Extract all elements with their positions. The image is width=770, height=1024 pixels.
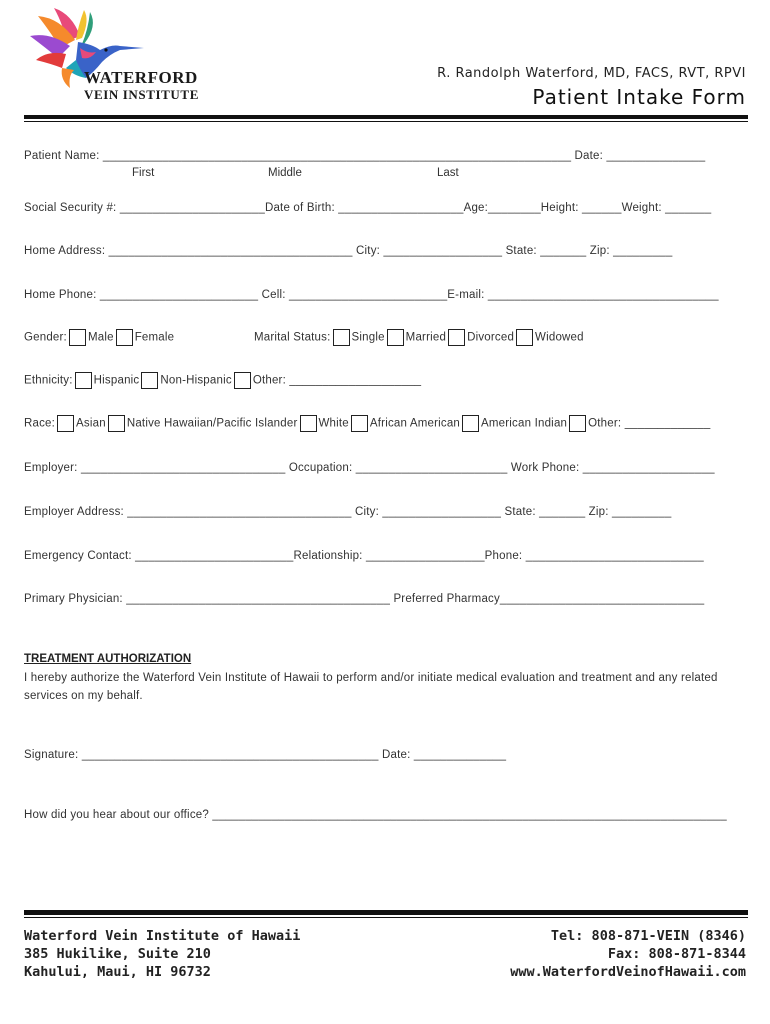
marital-widowed-checkbox[interactable] — [516, 329, 533, 346]
employer-address-row[interactable]: Employer Address: __________________________________ City: __________________ State: _______ Zip: _________ — [24, 506, 672, 518]
race-american-indian-checkbox[interactable] — [462, 415, 479, 432]
referral-row[interactable]: How did you hear about our office? ______________________________________________________________________________ — [24, 809, 727, 821]
doctor-credentials: R. Randolph Waterford, MD, FACS, RVT, RPVI — [437, 66, 746, 81]
ethnicity-label: Ethnicity: — [24, 374, 73, 387]
ssn-dob-row[interactable]: Social Security #: ______________________Date of Birth: ___________________Age:________Height: ______Weight: _______ — [24, 202, 712, 214]
header-rule-thin — [24, 121, 748, 122]
home-address-row[interactable]: Home Address: _____________________________________ City: __________________ State: _______ Zip: _________ — [24, 245, 673, 257]
phone-row[interactable]: Home Phone: ________________________ Cell: ________________________E-mail: ___________________________________ — [24, 289, 719, 301]
gender-label: Gender: — [24, 331, 67, 344]
physician-row[interactable]: Primary Physician: ________________________________________ Preferred Pharmacy_______________________________ — [24, 593, 705, 605]
employer-row[interactable]: Employer: _______________________________ Occupation: _______________________ Work Phone: ____________________ — [24, 462, 715, 474]
marital-single-checkbox[interactable] — [333, 329, 350, 346]
marital-single-label: Single — [351, 331, 385, 344]
race-african-american-checkbox[interactable] — [351, 415, 368, 432]
signature-row[interactable]: Signature: _____________________________________________ Date: ______________ — [24, 749, 507, 761]
gender-male-checkbox[interactable] — [69, 329, 86, 346]
marital-widowed-label: Widowed — [535, 331, 584, 344]
authorization-heading: TREATMENT AUTHORIZATION — [24, 653, 192, 665]
authorization-text: I hereby authorize the Waterford Vein Institute of Hawaii to perform and/or initiate medical evaluation and treatment and any related services on my behalf. — [24, 672, 718, 702]
gender-female-label: Female — [134, 331, 175, 344]
marital-married-checkbox[interactable] — [387, 329, 404, 346]
footer-contact — [510, 927, 746, 981]
race-asian-checkbox[interactable] — [57, 415, 74, 432]
ethnicity-hispanic-checkbox[interactable] — [75, 372, 92, 389]
marital-label: Marital Status: — [254, 331, 331, 344]
page-title: Patient Intake Form — [532, 85, 746, 109]
race-row — [24, 415, 710, 432]
logo-wordmark: WATERFORD — [84, 68, 198, 87]
name-last-label: Last — [437, 167, 459, 179]
name-middle-label: Middle — [268, 167, 302, 179]
ethnicity-row — [24, 372, 421, 389]
race-other-field[interactable]: Other: _____________ — [588, 417, 711, 430]
gender-male-label: Male — [87, 331, 114, 344]
footer-street: 385 Hukilike, Suite 210 — [24, 946, 211, 962]
gender-row — [24, 329, 174, 346]
footer-city: Kahului, Maui, HI 96732 — [24, 964, 211, 980]
footer-rule-thin — [24, 917, 748, 918]
header-rule — [24, 115, 748, 119]
footer-fax: Fax: 808-871-8344 — [607, 946, 746, 962]
race-african-american-label: African American — [369, 417, 461, 430]
footer-tel: Tel: 808-871-VEIN (8346) — [550, 928, 746, 944]
marital-divorced-checkbox[interactable] — [448, 329, 465, 346]
footer-website[interactable]: www.WaterfordVeinofHawaii.com — [510, 964, 746, 980]
marital-row — [254, 329, 584, 346]
emergency-contact-row[interactable]: Emergency Contact: ________________________Relationship: __________________Phone: ___________________________ — [24, 550, 704, 562]
ethnicity-non-hispanic-checkbox[interactable] — [141, 372, 158, 389]
race-label: Race: — [24, 417, 56, 430]
footer-address — [24, 927, 300, 981]
ethnicity-non-hispanic-label: Non-Hispanic — [160, 374, 232, 387]
gender-female-checkbox[interactable] — [116, 329, 133, 346]
race-pacific-islander-checkbox[interactable] — [108, 415, 125, 432]
marital-married-label: Married — [405, 331, 447, 344]
ethnicity-other-field[interactable]: Other: ____________________ — [252, 374, 422, 387]
race-white-label: White — [318, 417, 349, 430]
ethnicity-other-checkbox[interactable] — [234, 372, 251, 389]
marital-divorced-label: Divorced — [467, 331, 515, 344]
race-other-checkbox[interactable] — [569, 415, 586, 432]
patient-name-field[interactable]: Patient Name: _______________________________________________________________________ Date: _______________ — [24, 150, 706, 162]
ethnicity-hispanic-label: Hispanic — [93, 374, 140, 387]
footer-org-name: Waterford Vein Institute of Hawaii — [24, 928, 301, 944]
race-white-checkbox[interactable] — [300, 415, 317, 432]
footer-rule — [24, 910, 748, 915]
race-pacific-islander-label: Native Hawaiian/Pacific Islander — [126, 417, 298, 430]
name-first-label: First — [132, 167, 155, 179]
race-american-indian-label: American Indian — [481, 417, 568, 430]
logo-subtitle: VEIN INSTITUTE — [84, 87, 199, 102]
race-asian-label: Asian — [76, 417, 106, 430]
